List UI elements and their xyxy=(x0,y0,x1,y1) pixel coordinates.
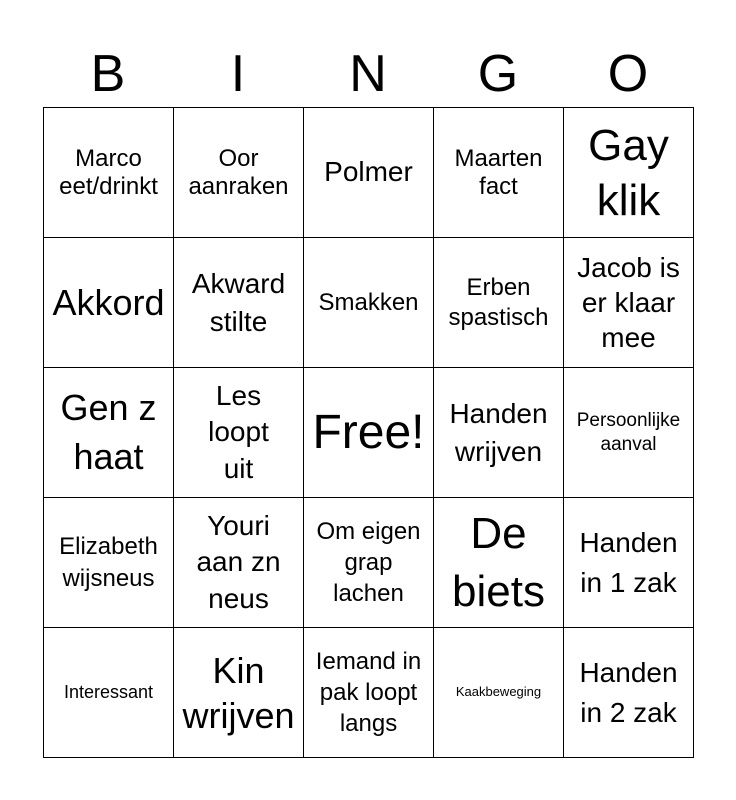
bingo-cell[interactable] xyxy=(564,238,694,368)
cell-text: Akward stilte xyxy=(191,267,286,337)
cell-text: De biets xyxy=(452,509,545,616)
bingo-cell[interactable] xyxy=(434,368,564,498)
bingo-cell[interactable] xyxy=(44,498,174,628)
bingo-cell[interactable] xyxy=(304,108,434,238)
bingo-cell[interactable] xyxy=(44,238,174,368)
cell-text: Gay klik xyxy=(588,120,669,225)
cell-text: Smakken xyxy=(318,288,419,316)
bingo-cell[interactable] xyxy=(174,238,304,368)
bingo-cell[interactable] xyxy=(564,108,694,238)
cell-text: Kin wrijven xyxy=(182,649,295,736)
cell-text: Handen in 2 zak xyxy=(579,657,678,728)
cell-text: Gen z haat xyxy=(60,386,157,477)
cell-text: Youri aan zn neus xyxy=(196,509,281,614)
bingo-cell[interactable] xyxy=(304,498,434,628)
bingo-cell[interactable] xyxy=(44,368,174,498)
cell-text: Jacob is er klaar mee xyxy=(577,252,680,353)
bingo-cell[interactable] xyxy=(434,498,564,628)
bingo-cell[interactable] xyxy=(174,108,304,238)
cell-text: Om eigen grap lachen xyxy=(316,517,421,608)
bingo-cell[interactable] xyxy=(44,628,174,758)
header-letter-o: O xyxy=(607,45,649,103)
bingo-cell[interactable] xyxy=(304,628,434,758)
cell-text: Iemand in pak loopt langs xyxy=(315,647,422,738)
bingo-cell[interactable] xyxy=(564,368,694,498)
cell-text: Elizabeth wijsneus xyxy=(59,533,158,592)
bingo-board xyxy=(43,107,694,758)
header-letter-i: I xyxy=(230,45,246,103)
cell-text: Les loopt uit xyxy=(208,379,269,484)
cell-text: Maarten fact xyxy=(454,144,543,200)
header-letter-g: G xyxy=(477,45,519,103)
free-cell[interactable] xyxy=(304,368,434,498)
cell-text: Handen in 1 zak xyxy=(579,527,678,598)
cell-text: Erben spastisch xyxy=(448,273,549,331)
cell-text: Handen wrijven xyxy=(449,397,548,467)
bingo-cell[interactable] xyxy=(174,628,304,758)
header-letter-b: B xyxy=(90,45,126,103)
cell-text: Marco eet/drinkt xyxy=(59,144,158,200)
bingo-cell[interactable] xyxy=(564,498,694,628)
cell-text: Persoonlijke aanval xyxy=(576,409,681,455)
bingo-cell[interactable] xyxy=(434,628,564,758)
cell-text: Polmer xyxy=(324,156,413,188)
cell-text: Interessant xyxy=(63,682,154,703)
cell-text: Kaakbeweging xyxy=(455,684,542,700)
bingo-cell[interactable] xyxy=(174,498,304,628)
cell-text: Oor aanraken xyxy=(188,144,289,200)
bingo-header xyxy=(43,40,693,108)
bingo-cell[interactable] xyxy=(44,108,174,238)
bingo-cell[interactable] xyxy=(174,368,304,498)
bingo-cell[interactable] xyxy=(304,238,434,368)
header-letter-n: N xyxy=(349,45,387,103)
bingo-cell[interactable] xyxy=(564,628,694,758)
bingo-cell[interactable] xyxy=(434,108,564,238)
bingo-cell[interactable] xyxy=(434,238,564,368)
cell-text: Akkord xyxy=(52,281,165,323)
free-label: Free! xyxy=(312,405,425,459)
